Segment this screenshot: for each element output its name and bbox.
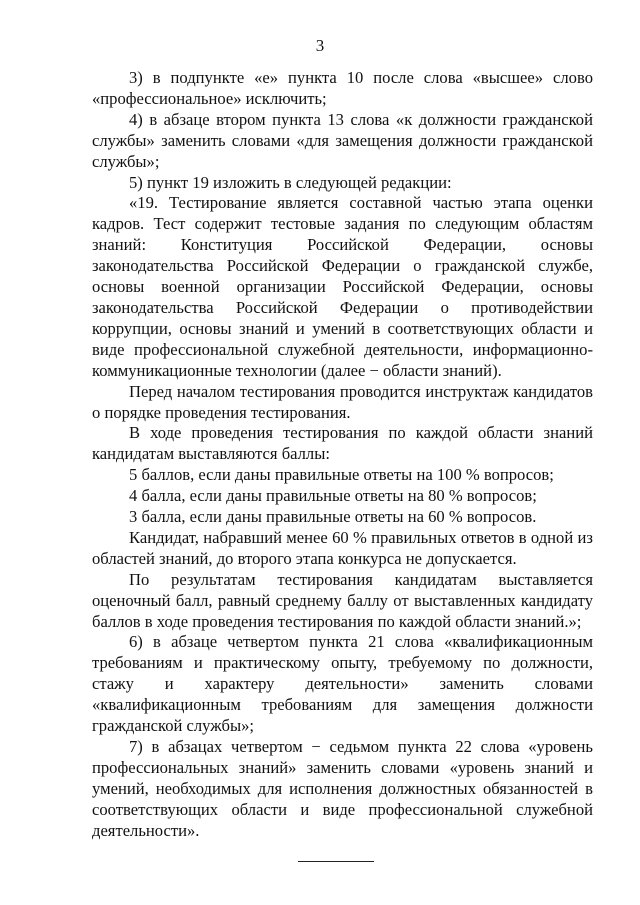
document-body — [92, 68, 593, 842]
paragraph-testing-definition: «19. Тестирование является составной частью этапа оценки кадров. Тест содержит тестовые задания по следующим областям знаний: Конституция Российской Федерации, основы законодательства Российской Федерации о гражданской службе, основы военной организации Российской Федерации, основы законодательства Российской Федерации о противодействии коррупции, основы знаний и умений в соответствующих области и виде профессиональной служебной деятельности, информационно-коммуникационные технологии (далее − области знаний). — [92, 193, 593, 380]
paragraph-average-score: По результатам тестирования кандидатам выставляется оценочный балл, равный среднему баллу от выставленных кандидату баллов в ходе проведения тестирования по каждой области знаний.»; — [92, 569, 593, 631]
paragraph-item-7: 7) в абзацах четвертом − седьмом пункта 22 слова «уровень профессиональных знаний» заменить словами «уровень знаний и умений, необходимых для исполнения должностных обязанностей в соответствующих области и виде профессиональной служебной деятельности». — [92, 737, 593, 840]
paragraph-item-6: 6) в абзаце четвертом пункта 21 слова «квалификационным требованиям и практическому опыту, требуемому по должности, стажу и характеру деятельности» заменить словами «квалификационным требованиям для замещения должности гражданской службы»; — [92, 632, 593, 736]
paragraph-item-5: 5) пункт 19 изложить в следующей редакции: — [129, 172, 452, 192]
paragraph-item-4: 4) в абзаце втором пункта 13 слова «к должности гражданской службы» заменить словами «для замещения должности гражданской службы»; — [92, 109, 593, 171]
paragraph-score-3: 3 балла, если даны правильные ответы на 60 % вопросов. — [129, 507, 537, 527]
paragraph-scoring-intro: В ходе проведения тестирования по каждой области знаний кандидатам выставляются баллы: — [92, 423, 593, 464]
paragraph-item-3: 3) в подпункте «е» пункта 10 после слова «высшее» слово «профессиональное» исключить; — [92, 68, 593, 108]
page-number: 3 — [315, 36, 325, 55]
paragraph-threshold: Кандидат, набравший менее 60 % правильных ответов в одной из областей знаний, до второго этапа конкурса не допускается. — [92, 527, 593, 568]
paragraph-instruction: Перед началом тестирования проводится инструктаж кандидатов о порядке проведения тестирования. — [92, 381, 593, 422]
footer-divider — [298, 861, 374, 862]
paragraph-score-5: 5 баллов, если даны правильные ответы на 100 % вопросов; — [129, 465, 554, 485]
paragraph-score-4: 4 балла, если даны правильные ответы на 80 % вопросов; — [129, 486, 537, 506]
